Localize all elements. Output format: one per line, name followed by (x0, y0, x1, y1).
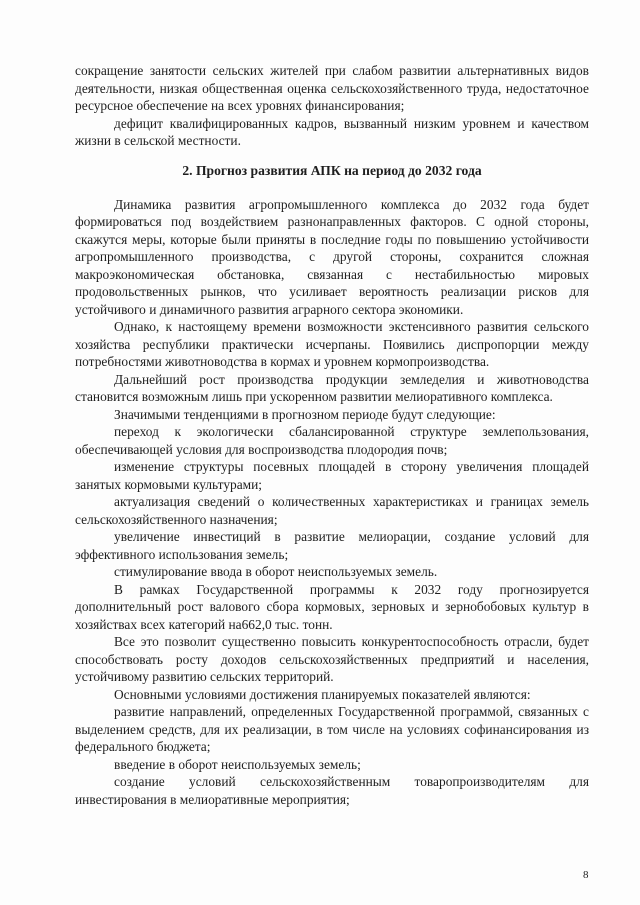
section-heading: 2. Прогноз развития АПК на период до 2032 года (182, 162, 482, 178)
paragraph: Все это позволит существенно повысить конкурентоспособность отрасли, будет способствовать росту доходов сельскохозяйственных предприятий и населения, устойчивому развитию сельских территорий. (75, 634, 589, 684)
paragraph: В рамках Государственной программы к 2032 году прогнозируется дополнительный рост валового сбора кормовых, зерновых и зернобобовых культур в хозяйствах всех категорий на662,0 тыс. тонн. (75, 581, 589, 632)
paragraph: дефицит квалифицированных кадров, вызванный низким уровнем и качеством жизни в сельской местности. (75, 115, 589, 148)
paragraph: Значимыми тенденциями в прогнозном периоде будут следующие: (114, 406, 496, 422)
paragraph-continuation: сокращение занятости сельских жителей при слабом развитии альтернативных видов деятельности, низкая общественная оценка сельскохозяйственного труда, недостаточное ресурсное обеспечение на всех уровнях финансирования; (75, 63, 589, 113)
paragraph: Динамика развития агропромышленного комплекса до 2032 года будет формироваться под воздействием разнонаправленных факторов. С одной стороны, скажутся меры, которые были приняты в последние годы по повышению устойчивости агропромышленного производства, с другой стороны, сохранится сложная макроэкономическая обстановка, связанная с нестабильностью мировых продовольственных рынков, что усиливает вероятность реализации рисков для устойчивого и динамичного развития аграрного сектора экономики. (75, 196, 589, 317)
list-item: стимулирование ввода в оборот неиспользуемых земель. (114, 564, 438, 579)
list-item: создание условий сельскохозяйственным товаропроизводителям для инвестирования в мелиоративные мероприятия; (75, 774, 589, 807)
list-item: актуализация сведений о количественных характеристиках и границах земель сельскохозяйственного назначения; (75, 494, 589, 527)
page-number: 8 (583, 869, 589, 881)
list-item: переход к экологически сбалансированной структуре землепользования, обеспечивающей условия для воспроизводства плодородия почв; (75, 424, 589, 457)
list-item: увеличение инвестиций в развитие мелиорации, создание условий для эффективного использования земель; (75, 529, 589, 562)
paragraph: Основными условиями достижения планируемых показателей являются: (114, 686, 531, 702)
list-item: развитие направлений, определенных Государственной программой, связанных с выделением средств, для их реализации, в том числе на условиях софинансирования из федерального бюджета; (75, 704, 589, 754)
list-item: изменение структуры посевных площадей в сторону увеличения площадей занятых кормовыми культурами; (75, 459, 589, 492)
paragraph: Однако, к настоящему времени возможности экстенсивного развития сельского хозяйства республики практически исчерпаны. Появились диспропорции между потребностями животноводства в кормах и уровнем кормопроизводства. (75, 319, 589, 369)
document-body (75, 62, 589, 808)
paragraph: Дальнейший рост производства продукции земледелия и животноводства становится возможным лишь при ускоренном развитии мелиоративного комплекса. (75, 371, 589, 404)
list-item: введение в оборот неиспользуемых земель; (114, 756, 361, 772)
